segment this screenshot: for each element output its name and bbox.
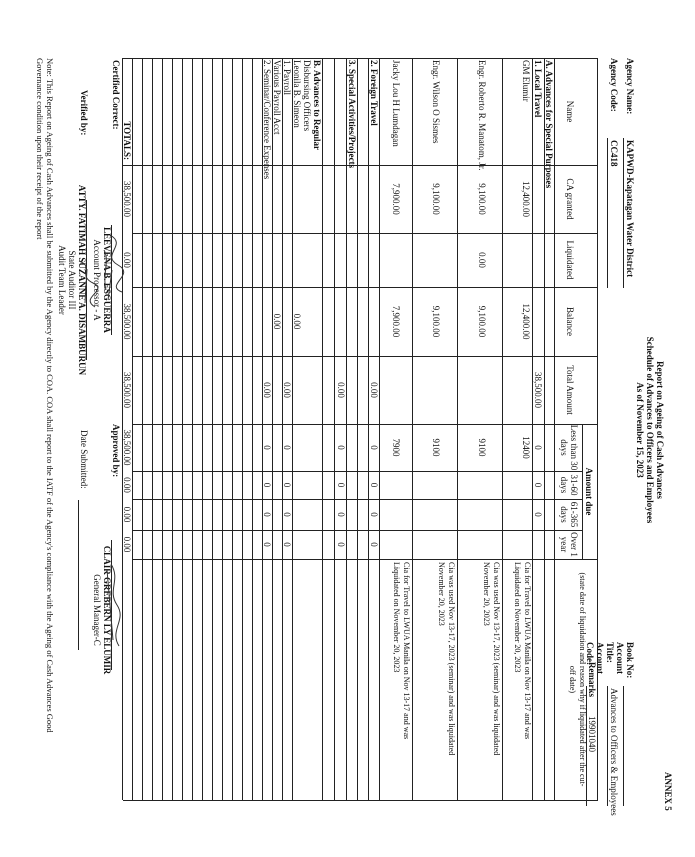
section-c1-total: 0.00 <box>282 382 292 398</box>
book-no-label: Book No: <box>625 642 635 679</box>
section-c2-label: 2. Seminar/Conference Expenses <box>262 60 272 180</box>
row-balance: 9,100.00 <box>477 305 487 338</box>
section-c1-balance: 0.00 <box>272 313 282 330</box>
col-header-balance: Balance <box>565 307 575 336</box>
row-name: Engr. Wilson O Sismes <box>431 60 441 144</box>
agency-name-value: KAPWD-Kapatagan Water District <box>625 140 635 278</box>
row-name: Jacky Lou H Lumdagan <box>391 60 401 147</box>
section-c2-31-60: 0 <box>262 482 272 488</box>
account-code-value: 19901040 <box>587 716 597 752</box>
totals-61-365: 0.00 <box>122 506 132 523</box>
totals-label: TOTALS: <box>122 121 132 160</box>
section-a-label: A. Advances for Special Purposes <box>544 60 554 189</box>
account-title-value: Advances to Officers & Employees <box>609 688 619 816</box>
section-a2-31-60: 0 <box>369 482 379 488</box>
agency-name-label: Agency Name: <box>625 58 635 115</box>
row-remarks: Cia for Travel to LWUA Manila on Nov 13-17 and was Liquidated on November 20, 2023 <box>392 562 411 740</box>
totals-balance: 38,500.00 <box>122 303 132 340</box>
row-ca-granted: 12,400.00 <box>521 181 531 217</box>
totals-total-amount: 38,500.00 <box>122 372 132 408</box>
col-header-remarks-sub: (state date of liquidation and reason why if liquidated after the cut-off date) <box>568 572 587 787</box>
agency-code-value: CC418 <box>609 140 619 167</box>
section-c1-lt30: 0 <box>282 445 292 450</box>
row-remarks: Cia was used Nov 13-17, 2023 (seminar) and was liquidated November 20, 2023 <box>437 562 456 756</box>
row-balance: 12,400.00 <box>521 303 531 340</box>
col-header-over-1-year: Over 1 year <box>559 532 579 557</box>
col-header-total-amount: Total Amount <box>565 365 575 415</box>
certified-by-title: Account Processor - A <box>92 239 102 321</box>
verified-by-title2: Audit Team Leader <box>57 245 67 315</box>
verified-by-label: Verified by: <box>79 90 89 136</box>
section-a1-label: 1. Local Travel <box>533 60 543 118</box>
section-c1-61-365: 0 <box>282 512 292 517</box>
row-remarks: Cia for Travel to LWUA Manila on Nov 13-17 and was Liquidated on November 20, 2023 <box>513 562 532 740</box>
section-a1-total: 38,500.00 <box>533 372 543 408</box>
certified-correct-label: Certified Correct: <box>111 60 121 130</box>
row-ca-granted: 9,100.00 <box>477 183 487 215</box>
approved-by-label: Approved by: <box>111 424 121 478</box>
col-header-lt30: Less than 30 days <box>559 424 579 471</box>
col-header-liquidated: Liquidated <box>565 240 575 280</box>
row-lt30: 9100 <box>477 438 487 457</box>
row-ca-granted: 9,100.00 <box>431 183 441 215</box>
row-lt30: 12400 <box>521 436 531 459</box>
section-c2-61-365: 0 <box>262 512 272 517</box>
row-balance: 7,900.00 <box>391 305 401 338</box>
section-a3-lt30: 0 <box>336 445 346 450</box>
row-balance: 9,100.00 <box>431 305 441 338</box>
section-a3-total: 0.00 <box>336 382 346 398</box>
row-name: Engr. Roberto R. Manatom, Jr. <box>477 60 487 171</box>
row-name: GM Elumir <box>521 60 531 102</box>
section-b-label: B. Advances to Regular <box>312 60 322 150</box>
section-a2-lt30: 0 <box>369 445 379 450</box>
section-a2-over1: 0 <box>369 542 379 547</box>
section-a2-total: 0.00 <box>369 382 379 398</box>
verified-by-name: ATTY. FATIMAH SUZANNE A. DISAMBURUN <box>77 184 87 376</box>
section-a3-61-365: 0 <box>336 512 346 517</box>
note-line-2: Governance condition upon their receipt of the report <box>35 58 45 240</box>
row-remarks: Cia was used Nov 13-17, 2023 (seminar) and was liquidated November 20, 2023 <box>482 562 501 756</box>
annex-label: ANNEX 5 <box>663 772 673 811</box>
verified-by-title: State Auditor III <box>67 250 77 310</box>
section-a3-over1: 0 <box>336 542 346 547</box>
totals-31-60: 0.00 <box>122 477 132 493</box>
account-code-label: Account Code: <box>585 642 605 674</box>
account-title-label: Account Title: <box>605 642 625 674</box>
section-c2-total: 0.00 <box>262 382 272 398</box>
section-c1-31-60: 0 <box>282 482 292 488</box>
approved-signature <box>103 560 125 650</box>
col-header-remarks: Remarks <box>587 662 597 697</box>
section-c1-sub: Various Payroll Acct <box>272 60 282 135</box>
row-lt30: 9100 <box>431 438 441 457</box>
certified-by-name: LEEVENA B. ESGUERRA <box>102 227 112 333</box>
section-a2-label: 2. Foreign Travel <box>369 60 379 126</box>
note-line-1: Note: This Report on Ageing of Cash Advances shall be submitted by the Agency directly to COA. COA shall report to the IATF of the Agency's compliance with the Ageing of Cash Advances Good <box>45 58 55 733</box>
section-a3-31-60: 0 <box>336 482 346 488</box>
section-b-sub1: Disbursing Officers <box>302 60 312 132</box>
agency-code-label: Agency Code: <box>609 58 619 112</box>
section-b-sub2: Leonila B. Simeon <box>292 60 302 128</box>
date-submitted-label: Date Submitted: <box>79 430 89 489</box>
report-date: As of November 15, 2023 <box>635 382 645 478</box>
section-a3-label: 3. Special Activities/Projects <box>347 60 357 169</box>
section-a2-61-365: 0 <box>369 512 379 517</box>
section-b-balance: 0.00 <box>292 313 302 330</box>
report-title: Report on Ageing of Cash Advances <box>655 361 665 499</box>
section-a1-31-60: 0 <box>533 482 543 488</box>
section-c1-over1: 0 <box>282 542 292 547</box>
section-c1-label: 1. Payroll <box>282 60 292 95</box>
col-header-amount-due: Amount due <box>584 467 594 516</box>
certified-signature <box>98 230 130 310</box>
row-liquidated: 0.00 <box>477 252 487 268</box>
totals-over1: 0.00 <box>122 536 132 553</box>
approved-by-name: CLAIR GREBERN LY ELUMIR <box>102 545 112 675</box>
section-a1-lt30: 0 <box>533 445 543 450</box>
col-header-61-365: 61-365 days <box>559 501 579 528</box>
totals-liquidated: 0.00 <box>122 252 132 268</box>
section-c2-over1: 0 <box>262 542 272 547</box>
totals-ca-granted: 38,500.00 <box>122 181 132 217</box>
col-header-name: Name <box>565 100 575 123</box>
approved-by-title: General Manager-C <box>92 574 102 646</box>
section-a1-61-365: 0 <box>533 512 543 517</box>
col-header-31-60: 31-60 days <box>559 474 579 496</box>
report-subtitle: Schedule of Advances to Officers and Employees <box>645 336 655 524</box>
totals-lt30: 38,500.00 <box>122 429 132 466</box>
row-lt30: 7900 <box>391 438 401 457</box>
verified-signature <box>75 255 99 315</box>
row-ca-granted: 7,900.00 <box>391 183 401 215</box>
col-header-ca-granted: CA granted <box>565 178 575 220</box>
section-c2-lt30: 0 <box>262 445 272 450</box>
